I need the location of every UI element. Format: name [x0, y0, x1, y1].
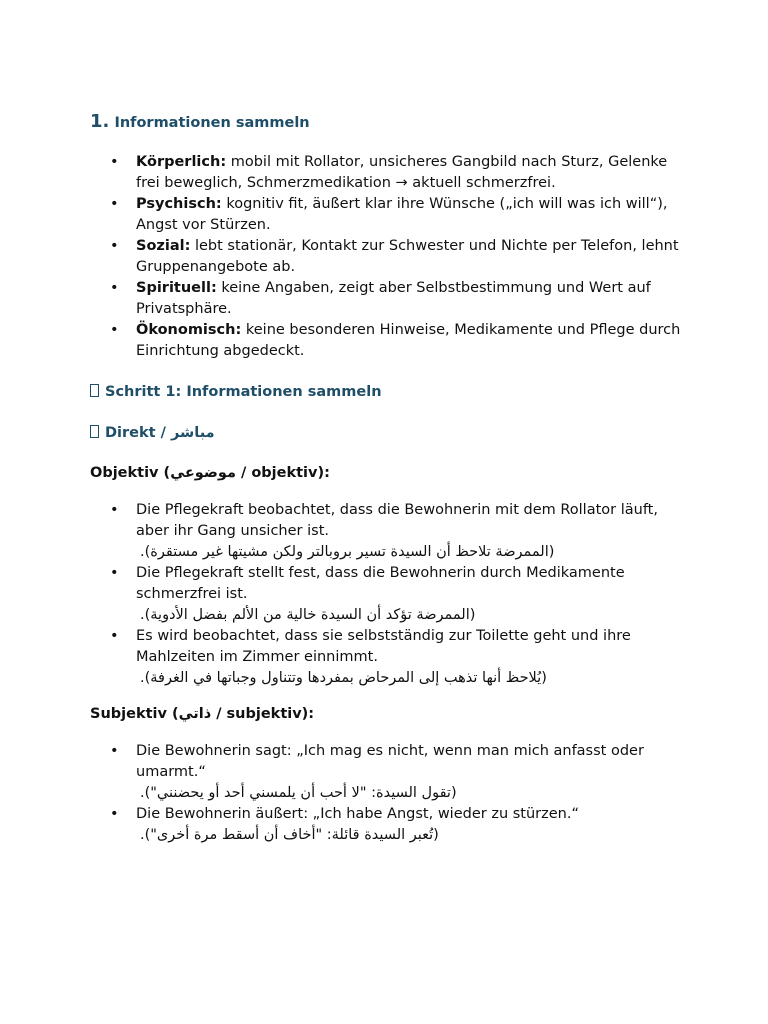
item-text: lebt stationär, Kontakt zur Schwester und Nichte per Telefon, lehnt Gruppenangebote ab.: [136, 238, 679, 275]
list-item: [110, 152, 690, 194]
objective-heading: Objektiv (موضوعي / objektiv):: [90, 465, 330, 481]
step-title: Schritt 1: Informationen sammeln: [105, 384, 382, 400]
direct-heading: [90, 425, 215, 441]
objective-list: [110, 500, 690, 689]
section-title: Informationen sammeln: [114, 115, 310, 131]
item-text-german: Die Pflegekraft stellt fest, dass die Bewohnerin durch Medikamente schmerzfrei ist.: [136, 565, 625, 602]
list-item: [110, 320, 690, 362]
subjective-heading: Subjektiv (ذاتي / subjektiv):: [90, 706, 315, 722]
item-text-german: Die Pflegekraft beobachtet, dass die Bewohnerin mit dem Rollator läuft, aber ihr Gang unsicher ist.: [136, 502, 658, 539]
item-label: Sozial:: [136, 238, 191, 254]
item-text: keine besonderen Hinweise, Medikamente und Pflege durch Einrichtung abgedeckt.: [136, 322, 681, 359]
list-item: [110, 563, 690, 626]
item-text-arabic: (تُعبر السيدة قائلة: "أخاف أن أسقط مرة أخرى").: [140, 827, 439, 843]
direct-title: Direkt / مباشر: [105, 425, 215, 441]
section-heading: [90, 111, 310, 132]
list-item: [110, 278, 690, 320]
item-text-arabic: (تقول السيدة: "لا أحب أن يلمسني أحد أو يحضنني").: [140, 785, 457, 801]
missing-glyph-icon: [90, 384, 99, 397]
item-label: Psychisch:: [136, 196, 222, 212]
missing-glyph-icon: [90, 425, 99, 438]
item-label: Spirituell:: [136, 280, 217, 296]
item-text: mobil mit Rollator, unsicheres Gangbild nach Sturz, Gelenke frei beweglich, Schmerzmedikation → aktuell schmerzfrei.: [136, 154, 668, 191]
item-text-arabic: (الممرضة تؤكد أن السيدة خالية من الألم بفضل الأدوية).: [140, 607, 476, 623]
step-heading: [90, 384, 382, 400]
item-text-german: Die Bewohnerin äußert: „Ich habe Angst, wieder zu stürzen.“: [136, 806, 579, 822]
list-item: [110, 626, 690, 689]
item-text: keine Angaben, zeigt aber Selbstbestimmung und Wert auf Privatsphäre.: [136, 280, 651, 317]
list-item: [110, 741, 690, 804]
list-item: [110, 500, 690, 563]
assessment-list: [110, 152, 690, 362]
item-label: Körperlich:: [136, 154, 227, 170]
item-text: kognitiv fit, äußert klar ihre Wünsche („ich will was ich will“), Angst vor Stürzen.: [136, 196, 668, 233]
item-text-arabic: (يُلاحظ أنها تذهب إلى المرحاض بمفردها وتتناول وجباتها في الغرفة).: [140, 670, 547, 686]
item-text-german: Es wird beobachtet, dass sie selbstständig zur Toilette geht und ihre Mahlzeiten im Zimmer einnimmt.: [136, 628, 631, 665]
item-text-arabic: (الممرضة تلاحظ أن السيدة تسير بروبالتر ولكن مشيتها غير مستقرة).: [140, 544, 555, 560]
subjective-list: [110, 741, 690, 846]
item-label: Ökonomisch:: [136, 322, 242, 338]
section-number: 1.: [90, 111, 110, 132]
list-item: [110, 804, 690, 846]
list-item: [110, 236, 690, 278]
list-item: [110, 194, 690, 236]
item-text-german: Die Bewohnerin sagt: „Ich mag es nicht, wenn man mich anfasst oder umarmt.“: [136, 743, 644, 780]
